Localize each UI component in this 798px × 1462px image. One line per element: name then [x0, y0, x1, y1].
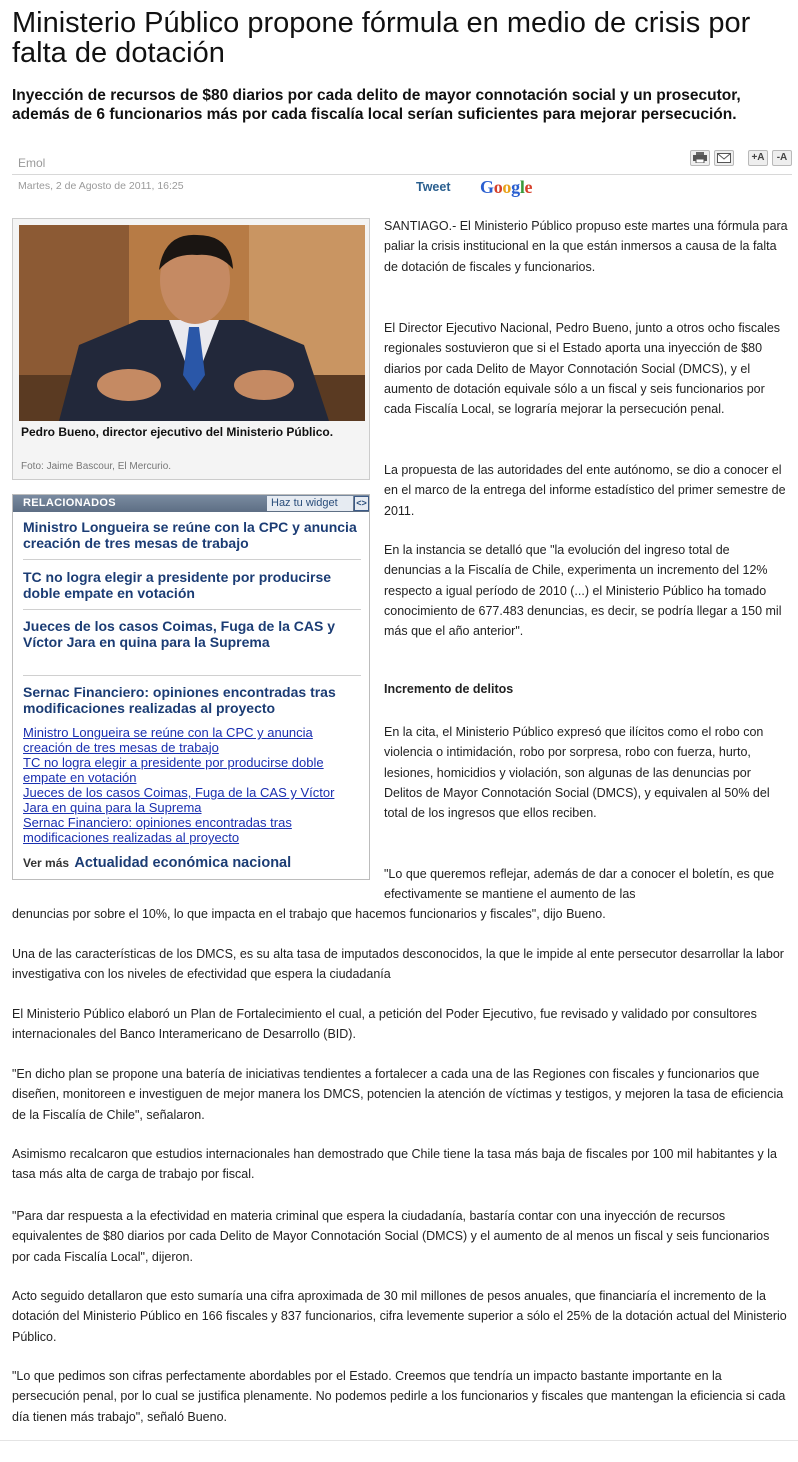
- article-paragraph: SANTIAGO.- El Ministerio Público propuso este martes una fórmula para paliar la crisis institucional en la que están inmersos a causa de la falta de dotación de fiscales y funcionarios.: [384, 219, 788, 274]
- printer-icon[interactable]: [690, 150, 710, 166]
- related-item[interactable]: TC no logra elegir a presidente por producirse doble empate en votación: [23, 569, 332, 601]
- see-more-link[interactable]: Actualidad económica nacional: [74, 855, 292, 871]
- article-paragraph: denuncias por sobre el 10%, lo que impacta en el trabajo que hacemos funcionarios y fiscales", dijo Bueno.: [12, 907, 606, 921]
- article-paragraph: El Ministerio Público elaboró un Plan de Fortalecimiento el cual, a petición del Poder Ejecutivo, fue revisado y validado por consultores internacionales del Banco Interamericano de Desarrollo (BID).: [12, 1007, 757, 1042]
- article-paragraph: "En dicho plan se propone una batería de iniciativas tendientes a fortalecer a cada una de las Regiones con fiscales y funcionarios que diseñen, monitoreen e investiguen de mejor manera los DMCS, potencien la atención de víctimas y testigos, y mejoren la tasa de eficiencia de la Fiscalía de Chile", señalaron.: [12, 1067, 784, 1122]
- article-paragraph: Acto seguido detallaron que esto sumaría una cifra aproximada de 30 mil millones de pesos anuales, que financiaría el incremento de la dotación del Ministerio Público en 166 fiscales y 837 funcionarios, cifra levemente superior a sólo el 25% de la dotación actual del Ministerio Público.: [12, 1289, 787, 1344]
- article-paragraph: La propuesta de las autoridades del ente autónomo, se dio a conocer el en el marco de la entrega del informe estadístico del primer semestre de 2011.: [384, 463, 786, 518]
- article-lead: Inyección de recursos de $80 diarios por cada delito de mayor connotación social y un prosecutor, además de 6 funcionarios más por cada fiscalía local serían suficientes para mejorar persecución.: [12, 87, 741, 123]
- related-header: [13, 495, 369, 512]
- see-more: [23, 855, 291, 871]
- font-increase-button[interactable]: +A: [748, 150, 768, 166]
- tweet-button[interactable]: Tweet: [416, 180, 451, 194]
- related-item[interactable]: Ministro Longueira se reúne con la CPC y anuncia creación de tres mesas de trabajo: [23, 519, 357, 551]
- photo-box: [12, 218, 370, 480]
- related-link[interactable]: TC no logra elegir a presidente por producirse doble empate en votación: [23, 755, 324, 785]
- article-paragraph: Una de las características de los DMCS, es su alta tasa de imputados desconocidos, la que le impide al ente persecutor desarrollar la labor investigativa con los niveles de efectividad que espera la ciudadanía: [12, 947, 784, 982]
- photo-caption: Pedro Bueno, director ejecutivo del Ministerio Público.: [21, 425, 334, 439]
- article-paragraph: "Lo que queremos reflejar, además de dar a conocer el boletín, es que efectivamente se mantiene el aumento de las: [384, 867, 775, 902]
- article-photo: [19, 225, 365, 421]
- article-paragraph: Asimismo recalcaron que estudios internacionales han demostrado que Chile tiene la tasa más baja de fiscales por 100 mil habitantes y la tasa más alta de carga de trabajo por fiscal.: [12, 1147, 778, 1182]
- article-paragraph: El Director Ejecutivo Nacional, Pedro Bueno, junto a otros ocho fiscales regionales sostuvieron que si el Estado aporta una inyección de $80 diarios por cada Delito de Mayor Connotación Social (DMCS), y el aumento de dotación equivale sólo a un fiscal y seis funcionarios por cada Fiscalía Local, se lograría mejorar la persecución penal.: [384, 321, 781, 417]
- photo-credit: Foto: Jaime Bascour, El Mercurio.: [21, 461, 172, 472]
- article-date: Martes, 2 de Agosto de 2011, 16:25: [18, 180, 184, 192]
- related-divider: [23, 675, 361, 676]
- article-title: Ministerio Público propone fórmula en medio de crisis por falta de dotación: [12, 7, 751, 69]
- article-paragraph: "Para dar respuesta a la efectividad en materia criminal que espera la ciudadanía, bastaría contar con una inyección de recursos equivalentes de $80 diarios por cada Delito de Mayor Connotación Social (DMCS) y el aumento de al menos un fiscal y seis funcionarios por cada Fiscalía Local", dijeron.: [12, 1209, 770, 1264]
- toolbar-divider: [12, 174, 792, 175]
- related-link[interactable]: Sernac Financiero: opiniones encontradas tras modificaciones realizadas al proyecto: [23, 815, 292, 845]
- related-divider: [23, 609, 361, 610]
- email-icon[interactable]: [714, 150, 734, 166]
- code-icon[interactable]: <>: [354, 496, 369, 511]
- page-bottom-divider: [0, 1440, 798, 1441]
- related-item[interactable]: Jueces de los casos Coimas, Fuga de la CAS y Víctor Jara en quina para la Suprema: [23, 618, 336, 650]
- related-title: RELACIONADOS: [23, 497, 116, 509]
- related-item[interactable]: Sernac Financiero: opiniones encontradas tras modificaciones realizadas al proyecto: [23, 684, 336, 716]
- section-subheading: Incremento de delitos: [384, 682, 514, 696]
- related-divider: [23, 559, 361, 560]
- article-paragraph: En la instancia se detalló que "la evolución del ingreso total de denuncias a la Fiscalía de Chile, experimenta un incremento del 12% respecto a igual período de 2010 (...) el Ministerio Público ha tomado conocimiento de 677.483 denuncias, es decir, se podría llegar a 150 mil más que el año anterior".: [384, 543, 782, 639]
- source-label: Emol: [18, 156, 46, 170]
- google-share-button[interactable]: Google: [480, 177, 533, 197]
- article-paragraph: "Lo que pedimos son cifras perfectamente abordables por el Estado. Creemos que tendría un impacto bastante importante en la persecución penal, por lo cual se justifica plenamente. No podemos pedirle a los funcionarios y fiscales que mantengan la eficiencia si cada día tienen más trabajo", señaló Bueno.: [12, 1369, 786, 1424]
- font-decrease-button[interactable]: -A: [772, 150, 792, 166]
- widget-link[interactable]: Haz tu widget: [267, 496, 353, 511]
- related-link[interactable]: Ministro Longueira se reúne con la CPC y anuncia creación de tres mesas de trabajo: [23, 725, 313, 755]
- article-paragraph: En la cita, el Ministerio Público expresó que ilícitos como el robo con violencia o intimidación, robo por sorpresa, robo con fuerza, hurto, lesiones, homicidios y violación, son algunas de las denuncias por Delitos de Mayor Connotación Social (DMCS), y equivalen al 50% del total de los ingresos que ellos reciben.: [384, 725, 770, 821]
- see-more-label: Ver más: [23, 856, 70, 870]
- related-link[interactable]: Jueces de los casos Coimas, Fuga de la CAS y Víctor Jara en quina para la Suprema: [23, 785, 335, 815]
- related-box: [12, 494, 370, 880]
